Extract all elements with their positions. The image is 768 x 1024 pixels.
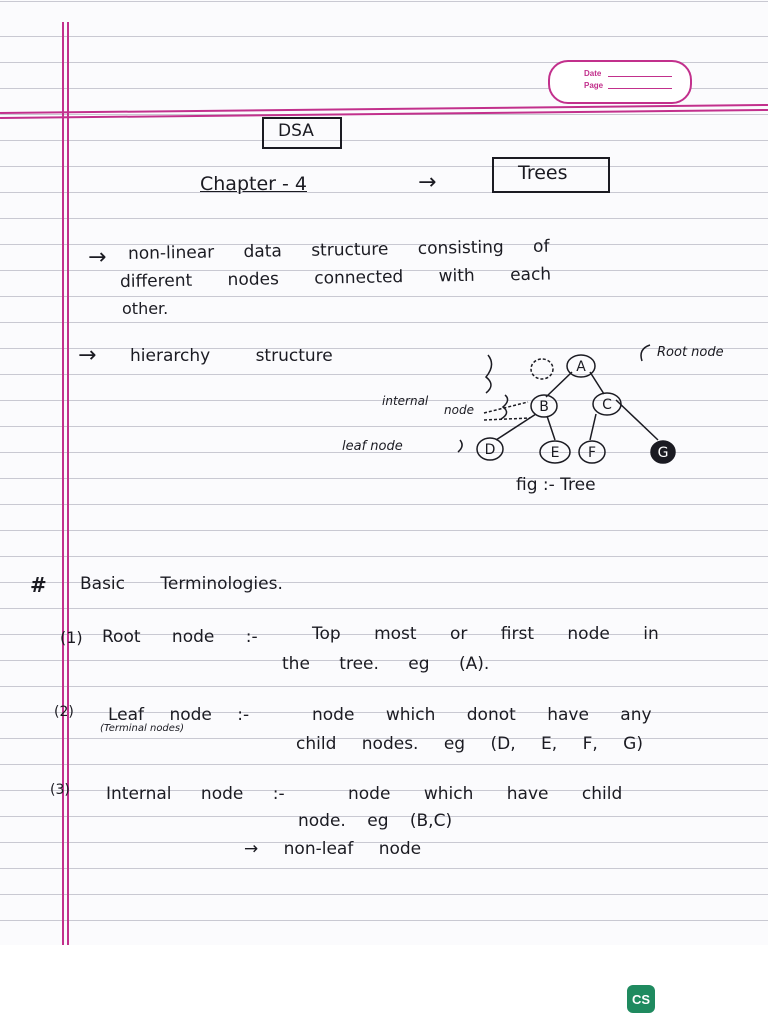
figure-caption: fig :- Tree — [516, 475, 596, 495]
tree-node-e: E — [550, 445, 560, 461]
term-description: node which have child — [348, 784, 623, 804]
tree-node-b: B — [539, 399, 549, 415]
tree-node-g: G — [657, 445, 669, 461]
internal-node-label: internal — [382, 394, 429, 408]
definition-line-3: other. — [122, 299, 169, 318]
term-number: (3) — [50, 782, 70, 798]
term-description: node which donot have any — [312, 705, 652, 725]
term-note: → non-leaf node — [244, 839, 422, 859]
topic-title: Trees — [518, 162, 568, 184]
internal-node-label: node — [444, 403, 474, 417]
bullet-arrow: → — [78, 343, 97, 368]
bullet-arrow: → — [88, 245, 107, 270]
term-number: (1) — [60, 628, 83, 647]
page-label: Page — [584, 81, 604, 90]
term-description: child nodes. eg (D, E, F, G) — [296, 734, 643, 754]
date-label: Date — [584, 69, 602, 78]
term-subtitle: (Terminal nodes) — [100, 723, 185, 734]
chapter-heading: Chapter - 4 — [200, 173, 307, 195]
definition-line-2: different nodes connected with each — [119, 264, 552, 292]
term-name: Internal node :- — [106, 784, 285, 804]
leaf-node-label: leaf node — [342, 439, 403, 454]
term-number: (2) — [54, 704, 74, 720]
term-name: Root node :- — [102, 627, 258, 647]
subject-title: DSA — [278, 121, 314, 141]
tree-node-a: A — [576, 359, 586, 375]
term-description: node. eg (B,C) — [298, 811, 453, 831]
definition-line-1: non-linear data structure consisting of — [127, 236, 550, 264]
chapter-arrow: → — [418, 170, 437, 195]
term-name: Leaf node :- — [108, 705, 250, 725]
tree-node-f: F — [587, 445, 597, 461]
tree-node-c: C — [602, 397, 612, 413]
tree-node-d: D — [484, 442, 496, 458]
term-description: the tree. eg (A). — [282, 654, 490, 674]
section-title: Basic Terminologies. — [80, 574, 283, 594]
term-description: Top most or first node in — [312, 624, 659, 644]
root-node-label: Root node — [657, 345, 724, 360]
camscanner-logo: CS — [627, 985, 655, 1013]
section-marker: # — [30, 573, 47, 597]
hierarchy-text: hierarchy structure — [130, 346, 333, 366]
